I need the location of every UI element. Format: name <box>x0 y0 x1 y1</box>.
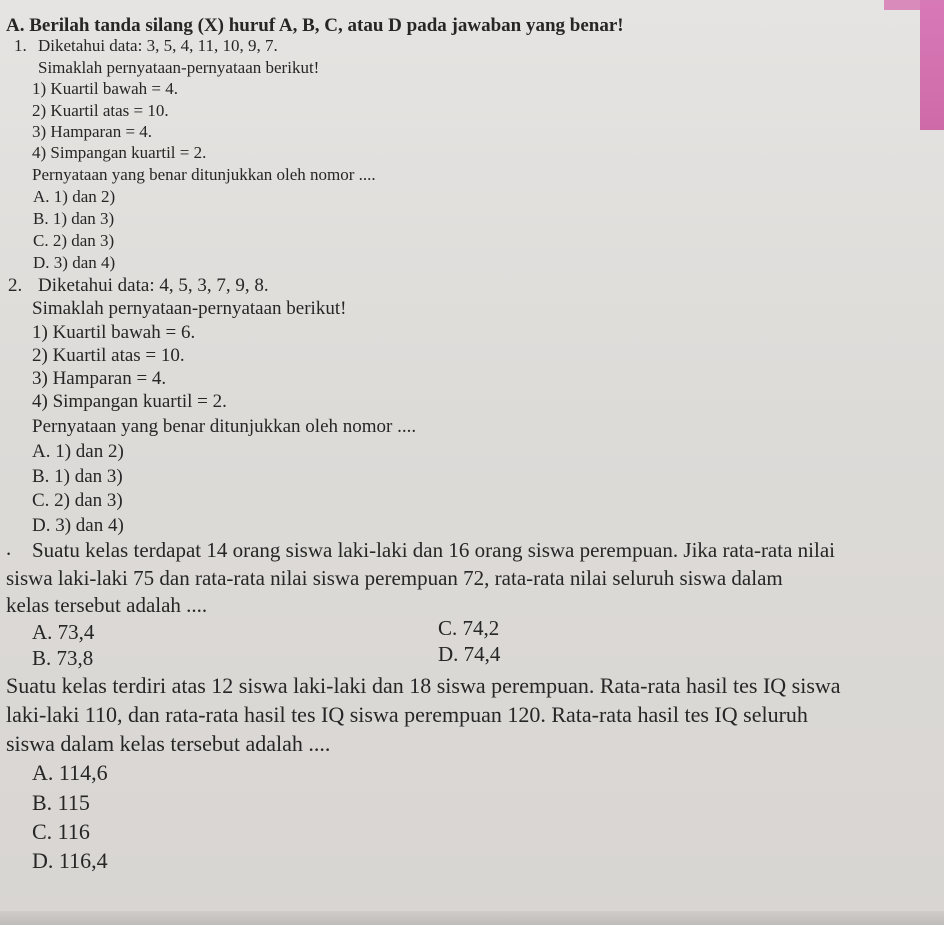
q2-text: Diketahui data: 4, 5, 3, 7, 9, 8. <box>38 275 269 296</box>
q1-text: Diketahui data: 3, 5, 4, 11, 10, 9, 7. <box>38 36 278 55</box>
q1-statement-2: 2) Kuartil atas = 10. <box>32 101 169 120</box>
q1-statement-4: 4) Simpangan kuartil = 2. <box>32 143 207 162</box>
q2-option-a[interactable]: A. 1) dan 2) <box>32 441 124 462</box>
q3-line-1: Suatu kelas terdapat 14 orang siswa laki-laki dan 16 orang siswa perempuan. Jika rata-rata nilai <box>32 538 835 562</box>
q3-option-a[interactable]: A. 73,4 <box>32 620 95 644</box>
q3-number: . <box>6 536 12 560</box>
q1-option-d[interactable]: D. 3) dan 4) <box>33 253 116 272</box>
q2-question: Pernyataan yang benar ditunjukkan oleh nomor .... <box>32 416 417 437</box>
q2-statement-3: 3) Hamparan = 4. <box>32 368 167 389</box>
q4-option-a[interactable]: A. 114,6 <box>32 760 108 785</box>
q4-line-2: laki-laki 110, dan rata-rata hasil tes IQ siswa perempuan 120. Rata-rata hasil tes IQ seluruh <box>6 702 808 727</box>
q3-option-b[interactable]: B. 73,8 <box>32 646 94 670</box>
q1-number: 1. <box>14 36 27 55</box>
q4-option-d[interactable]: D. 116,4 <box>32 848 108 873</box>
q2-statement-4: 4) Simpangan kuartil = 2. <box>32 391 227 412</box>
q2-statement-1: 1) Kuartil bawah = 6. <box>32 322 196 343</box>
q2-statement-2: 2) Kuartil atas = 10. <box>32 345 185 366</box>
q1-prompt: Simaklah pernyataan-pernyataan berikut! <box>38 58 320 77</box>
q4-option-b[interactable]: B. 115 <box>32 790 90 815</box>
q1-question: Pernyataan yang benar ditunjukkan oleh nomor .... <box>32 165 376 184</box>
q4-option-c[interactable]: C. 116 <box>32 819 90 844</box>
q1-statement-1: 1) Kuartil bawah = 4. <box>32 79 179 98</box>
section-instruction: A. Berilah tanda silang (X) huruf A, B, C, atau D pada jawaban yang benar! <box>6 15 624 36</box>
page-bottom-edge <box>0 911 944 925</box>
q1-option-c[interactable]: C. 2) dan 3) <box>33 231 115 250</box>
q1-statement-3: 3) Hamparan = 4. <box>32 122 153 141</box>
q1-option-a[interactable]: A. 1) dan 2) <box>33 187 116 206</box>
q2-option-c[interactable]: C. 2) dan 3) <box>32 490 123 511</box>
q2-prompt: Simaklah pernyataan-pernyataan berikut! <box>32 298 347 319</box>
q1-option-b[interactable]: B. 1) dan 3) <box>33 209 115 228</box>
q4-line-1: Suatu kelas terdiri atas 12 siswa laki-laki dan 18 siswa perempuan. Rata-rata hasil tes IQ siswa <box>6 673 841 698</box>
pink-paper-edge <box>920 0 944 130</box>
q4-line-3: siswa dalam kelas tersebut adalah .... <box>6 731 331 756</box>
q3-line-3: kelas tersebut adalah .... <box>6 593 208 617</box>
q2-option-b[interactable]: B. 1) dan 3) <box>32 466 123 487</box>
q2-option-d[interactable]: D. 3) dan 4) <box>32 515 124 536</box>
q2-number: 2. <box>8 275 23 296</box>
q3-option-d[interactable]: D. 74,4 <box>438 642 501 666</box>
q3-option-c[interactable]: C. 74,2 <box>438 616 500 640</box>
q3-line-2: siswa laki-laki 75 dan rata-rata nilai siswa perempuan 72, rata-rata nilai seluruh siswa dalam <box>6 566 783 590</box>
